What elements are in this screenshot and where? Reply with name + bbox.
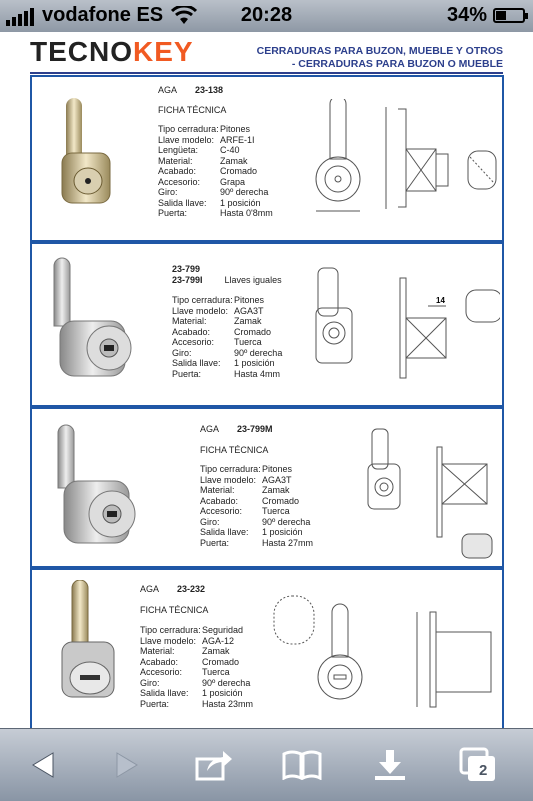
spec-label: Giro:: [172, 347, 192, 358]
spec-value: Tuerca: [234, 337, 262, 347]
back-button[interactable]: [22, 743, 66, 787]
spec-row: [200, 538, 350, 549]
spec-label: Salida llave:: [140, 688, 189, 698]
lock-photo: [50, 580, 130, 710]
spec-value: 90º derecha: [220, 187, 269, 197]
share-icon: [195, 749, 233, 781]
spec-label: Giro:: [140, 677, 160, 688]
battery-percent: 34%: [446, 4, 487, 26]
spec-value: Zamak: [262, 485, 290, 495]
spec-row: [200, 485, 350, 496]
spec-value: Pitones: [234, 295, 265, 305]
spec-value: ARFE-1I: [220, 134, 255, 145]
spec-value: Hasta 23mm: [202, 698, 254, 709]
spec-label: Tipo cerradura:: [200, 464, 261, 474]
battery-status: [447, 4, 525, 27]
spec-row: [158, 177, 308, 188]
spec-row: [172, 358, 332, 369]
spec-row: [158, 198, 308, 209]
spec-label: Acabado:: [140, 656, 179, 667]
spec-value: Cromado: [262, 495, 300, 506]
spec-label: Acabado:: [200, 495, 239, 506]
tagline-2: - CERRADURAS PARA BUZON O MUEBLE: [291, 58, 503, 70]
spec-label: Tipo cerradura:: [158, 124, 219, 134]
spec-label: Acabado:: [172, 326, 211, 337]
spec-value: C-40: [220, 145, 240, 155]
spec-value: Zamak: [234, 316, 262, 326]
spec-value: 90º derecha: [202, 677, 251, 688]
lock-photo: [44, 256, 144, 396]
spec-row: [172, 348, 332, 359]
spec-label: Giro:: [158, 187, 178, 197]
spec-row: [200, 506, 350, 517]
spec-label: Acabado:: [158, 166, 197, 176]
spec-label: Salida llave:: [158, 197, 207, 208]
spec-label: Tipo cerradura:: [140, 625, 201, 635]
spec-row: [172, 306, 332, 317]
spec-row: [172, 295, 332, 306]
spec-value: Hasta 0'8mm: [220, 208, 273, 218]
tecnokey-logo[interactable]: TECNOKEY: [30, 36, 194, 67]
spec-row: [172, 369, 332, 380]
clock: 20:28: [240, 4, 293, 26]
spec-block: AGA 23-799M FICHA TÉCNICA Tipo cerradura: Pitones Llave modelo: AGA3T Material: Zamak Acabado: Cromado Accesorio: Tuerca Giro: 90º derecha Salida llave: 1 posición Puerta: Hasta 27mm: [200, 424, 350, 548]
spec-value: Zamak: [220, 155, 248, 166]
web-page: [0, 32, 533, 728]
product-card-23-232[interactable]: [30, 568, 504, 728]
safari-toolbar: [0, 728, 533, 801]
spec-value: 1 posición: [262, 527, 303, 537]
spec-row: [200, 464, 350, 475]
spec-label: Accesorio:: [200, 506, 243, 516]
spec-row: [158, 156, 308, 167]
spec-value: Pitones: [220, 124, 251, 134]
spec-label: Puerta:: [158, 208, 188, 218]
spec-block: 23-799 23-799I Llaves iguales Tipo cerradura: Pitones Llave modelo: AGA3T Material: Zamak Acabado: Cromado Accesorio: Tuerca Giro: 90º derecha Salida llave: 1 posición Puerta: Hasta 4mm: [172, 264, 332, 379]
spec-value: Seguridad: [202, 625, 244, 635]
spec-label: Puerta:: [200, 537, 230, 548]
spec-row: [158, 187, 308, 198]
spec-value: Cromado: [202, 656, 240, 667]
battery-icon: [493, 8, 525, 23]
lock-photo: [50, 93, 120, 213]
technical-drawing: [362, 419, 502, 559]
book-icon: [282, 750, 322, 780]
spec-value: 90º derecha: [262, 516, 311, 527]
spec-label: Lengüeta:: [158, 145, 199, 155]
spec-label: Material:: [158, 155, 193, 166]
spec-row: [158, 166, 308, 177]
svg-text:14: 14: [436, 296, 445, 305]
spec-row: [158, 124, 308, 135]
spec-label: Puerta:: [172, 368, 202, 379]
spec-row: [172, 327, 332, 338]
spec-row: [172, 316, 332, 327]
product-card-23-799[interactable]: [30, 242, 504, 407]
tabs-icon: [458, 747, 498, 783]
spec-label: Material:: [140, 646, 175, 656]
bookmarks-button[interactable]: [280, 743, 324, 787]
spec-label: Salida llave:: [172, 358, 221, 368]
spec-value: Pitones: [262, 464, 293, 474]
spec-value: Tuerca: [202, 667, 230, 677]
spec-row: [158, 135, 308, 146]
share-button[interactable]: [192, 743, 236, 787]
spec-value: 90º derecha: [234, 347, 283, 358]
spec-value: Hasta 27mm: [262, 537, 314, 548]
header-rule: [30, 72, 503, 74]
spec-label: Giro:: [200, 516, 220, 527]
spec-value: AGA3T: [234, 305, 264, 316]
spec-label: Accesorio:: [172, 337, 215, 347]
download-button[interactable]: [368, 743, 412, 787]
forward-button[interactable]: [104, 743, 148, 787]
spec-label: Material:: [200, 485, 235, 495]
spec-value: 1 posición: [220, 197, 261, 208]
download-icon: [373, 748, 407, 782]
spec-value: Hasta 4mm: [234, 368, 281, 379]
product-card-23-799M[interactable]: [30, 407, 504, 568]
spec-value: Grapa: [220, 176, 246, 187]
spec-row: [158, 145, 308, 156]
spec-row: [200, 496, 350, 507]
spec-label: Accesorio:: [158, 176, 201, 187]
spec-label: Salida llave:: [200, 527, 249, 537]
header-tagline: [257, 45, 503, 71]
spec-value: 1 posición: [234, 358, 275, 368]
spec-label: Llave modelo:: [172, 305, 229, 316]
spec-row: [200, 475, 350, 486]
spec-label: Tipo cerradura:: [172, 295, 233, 305]
spec-value: Zamak: [202, 646, 230, 656]
spec-row: [200, 517, 350, 528]
technical-drawing: [262, 582, 502, 722]
tagline-1: CERRADURAS PARA BUZON, MUEBLE Y OTROS: [256, 45, 503, 57]
technical-drawing: [308, 99, 498, 224]
carrier-name: vodafone ES: [42, 4, 164, 26]
spec-row: [172, 337, 332, 348]
spec-label: Material:: [172, 316, 207, 326]
spec-value: Cromado: [220, 166, 258, 176]
spec-block: AGA 23-138 FICHA TÉCNICA Tipo cerradura: Pitones Llave modelo: ARFE-1I Lengüeta: C-40 Material: Zamak Acabado: Cromado Accesorio: Grapa Giro: 90º derecha Salida llave: 1 posición Puerta: Hasta 0'8mm: [158, 85, 308, 219]
spec-label: Puerta:: [140, 698, 170, 709]
product-card-23-138[interactable]: [30, 75, 504, 242]
spec-value: AGA3T: [262, 474, 292, 485]
lock-photo: [46, 419, 146, 559]
tab-count: 2: [479, 762, 488, 779]
spec-row: [200, 527, 350, 538]
spec-value: 1 posición: [202, 688, 243, 698]
spec-label: Accesorio:: [140, 667, 183, 677]
spec-label: Llave modelo:: [158, 134, 215, 145]
tabs-button[interactable]: [456, 743, 500, 787]
spec-value: AGA-12: [202, 635, 235, 646]
forward-arrow-icon: [111, 750, 141, 780]
status-bar: [0, 0, 533, 32]
spec-value: Tuerca: [262, 506, 290, 516]
spec-label: Llave modelo:: [200, 474, 257, 485]
spec-label: Llave modelo:: [140, 635, 197, 646]
technical-drawing: [310, 258, 500, 388]
spec-block: AGA 23-232 FICHA TÉCNICA Tipo cerradura: Seguridad Llave modelo: AGA-12 Material: Zamak Acabado: Cromado Accesorio: Tuerca Giro: 90º derecha Salida llave: 1 posición Puerta: Hasta 23mm: [140, 584, 290, 709]
spec-value: Cromado: [234, 326, 272, 337]
spec-row: [158, 208, 308, 219]
back-arrow-icon: [29, 750, 59, 780]
